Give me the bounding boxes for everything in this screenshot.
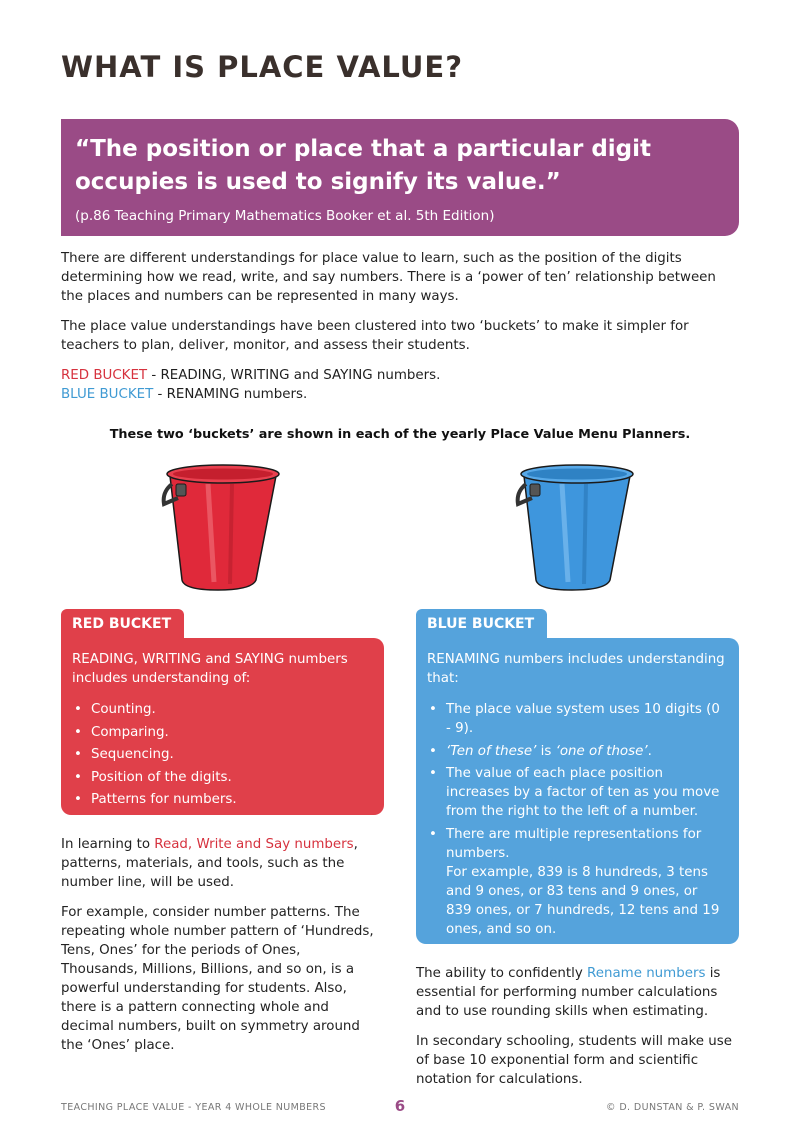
intro-paragraph-2: The place value understandings have been clustered into two ‘buckets’ to make it simpler for teachers to plan, deliver, monitor, and assess their students. [61, 319, 689, 353]
red-after-pre: In learning to [61, 837, 155, 852]
page-number: 6 [394, 1097, 406, 1115]
item2-end: . [647, 743, 652, 759]
item4-example: For example, 839 is 8 hundreds, 3 tens and 9 ones, or 83 tens and 9 ones, or 839 ones, or 7 hundreds, 12 tens and 19 ones, and so on. [446, 864, 720, 937]
ten-of-these: ‘Ten of these’ [446, 743, 537, 759]
page-title: WHAT IS PLACE VALUE? [61, 50, 464, 84]
red-bucket-card [61, 638, 384, 815]
blue-card-intro: RENAMING numbers includes understanding that: [427, 652, 725, 686]
blue-bucket-label: BLUE BUCKET [61, 387, 154, 402]
list-item: • Patterns for numbers. [72, 790, 372, 809]
blue-bucket-card [416, 638, 739, 944]
red-bucket-tab: RED BUCKET [61, 609, 184, 639]
buckets-note: These two ‘buckets’ are shown in each of the yearly Place Value Menu Planners. [109, 427, 691, 442]
rename-numbers-highlight: Rename numbers [587, 966, 706, 981]
list-item: • The value of each place position increases by a factor of ten as you move from the right to the left of a number. [427, 764, 727, 821]
footer-title: TEACHING PLACE VALUE - YEAR 4 WHOLE NUMBERS [61, 1102, 326, 1113]
quote-citation: (p.86 Teaching Primary Mathematics Booker et al. 5th Edition) [75, 208, 495, 224]
quote-text: “The position or place that a particular digit occupies is used to signify its value.” [75, 136, 652, 195]
list-item: • Comparing. [72, 723, 372, 742]
intro-paragraph-1: There are different understandings for place value to learn, such as the position of the digits determining how we read, write, and say numbers. There is a ‘power of ten’ relationship between the places and numbers can be represented in many ways. [61, 251, 716, 304]
list-item [427, 742, 727, 761]
red-card-intro: READING, WRITING and SAYING numbers includes understanding of: [72, 652, 348, 686]
red-column-text [61, 835, 381, 1066]
blue-column-text [416, 964, 736, 1100]
quote-box [61, 119, 739, 236]
one-of-those: ‘one of those’ [555, 743, 648, 759]
item2-joiner: is [536, 743, 556, 759]
red-after-post: , patterns, materials, and tools, such as the number line, will be used. [61, 837, 358, 890]
footer-copyright: © D. DUNSTAN & P. SWAN [606, 1102, 739, 1113]
list-item: • The place value system uses 10 digits (0 - 9). [427, 700, 727, 738]
list-item [427, 825, 727, 939]
red-card-list [72, 700, 372, 809]
blue-after-paragraph [416, 964, 736, 1021]
blue-bucket-description: - RENAMING numbers. [153, 387, 308, 402]
red-after-paragraph [61, 835, 381, 892]
list-item: • Sequencing. [72, 745, 372, 764]
blue-bucket-tab: BLUE BUCKET [416, 609, 547, 639]
list-item: • Counting. [72, 700, 372, 719]
blue-card-list [427, 700, 727, 939]
blue-after-pre: The ability to confidently [416, 966, 588, 981]
red-example-paragraph: For example, consider number patterns. The repeating whole number pattern of ‘Hundreds, Tens, Ones’ for the periods of Ones, Thousands, Millions, Billions, and so on, is a powerful understanding for students. Also, there is a pattern connecting whole and decimal numbers, built on symmetry around the ‘Ones’ place. [61, 905, 374, 1053]
read-write-say-highlight: Read, Write and Say numbers [154, 837, 354, 852]
red-bucket-summary [61, 366, 440, 385]
red-bucket-image [160, 462, 286, 592]
blue-after-post: is essential for performing number calculations and to use rounding skills when estimating. [416, 966, 721, 1019]
red-bucket-label: RED BUCKET [61, 368, 148, 383]
blue-bucket-summary [61, 385, 307, 404]
item4-text: • There are multiple representations for numbers. [446, 826, 702, 861]
red-bucket-description: - READING, WRITING and SAYING numbers. [147, 368, 441, 383]
blue-bucket-image [514, 462, 640, 592]
secondary-paragraph: In secondary schooling, students will make use of base 10 exponential form and scientific notation for calculations. [416, 1034, 733, 1087]
list-item: • Position of the digits. [72, 768, 372, 787]
